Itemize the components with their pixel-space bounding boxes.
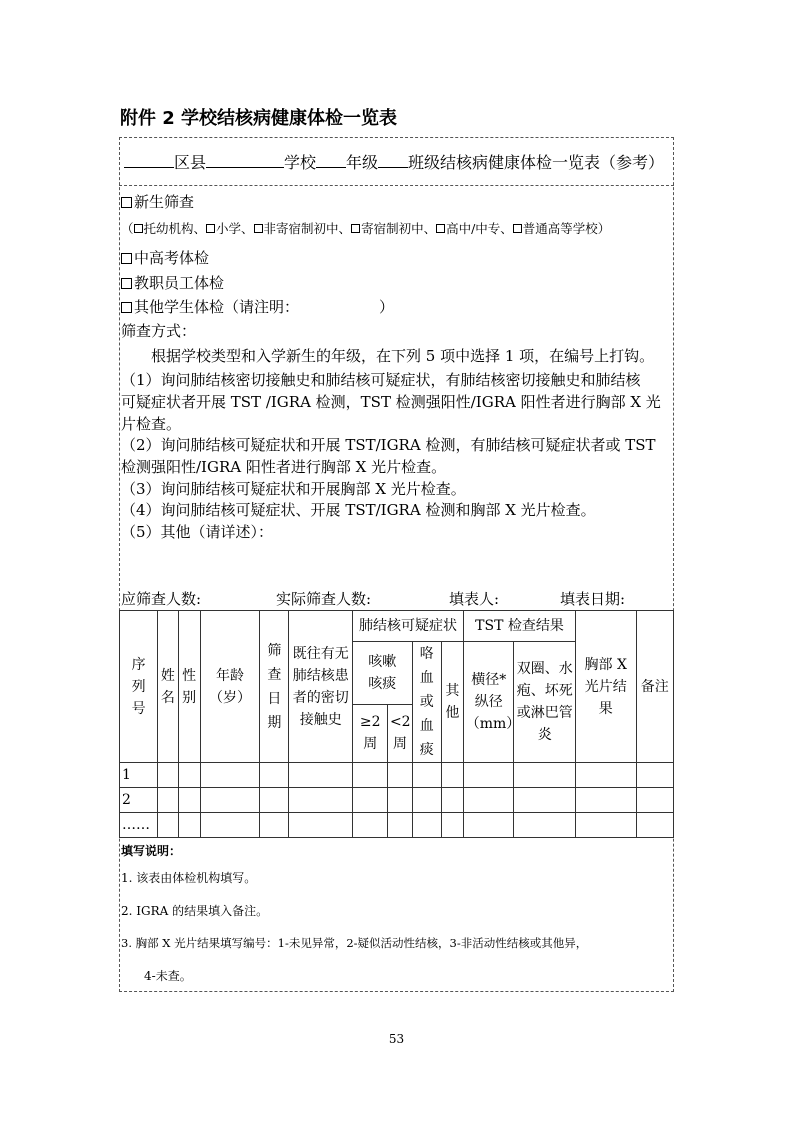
hemoptysis-header — [412, 642, 441, 763]
cough-lt2-text: <2周 — [389, 714, 411, 753]
checkbox-icon[interactable] — [513, 224, 522, 233]
col-contact-text: 既往有无肺结核患者的密切接触史 — [292, 645, 349, 728]
table-cell[interactable] — [636, 763, 673, 788]
table-cell[interactable] — [289, 788, 353, 813]
class-title: 班级结核病健康体检一览表（参考） — [408, 153, 665, 172]
col-screen-date-text: 筛查日期 — [267, 642, 282, 731]
hemoptysis-text: 咯血或血痰 — [419, 646, 434, 758]
paren-open: （ — [121, 221, 134, 236]
cough-ge2-text: ≥2周 — [359, 714, 381, 753]
table-cell[interactable] — [514, 763, 576, 788]
col-name-header — [158, 611, 178, 763]
cough-header — [353, 642, 413, 705]
table-row — [120, 763, 674, 788]
methods-intro: 根据学校类型和入学新生的年级，在下列 5 项中选择 1 项，在编号上打钩。 — [151, 347, 655, 365]
tst-diameter-header — [464, 642, 521, 763]
table-cell[interactable] — [260, 788, 289, 813]
group-tst-header: TST 检查结果 — [464, 611, 576, 642]
table-cell[interactable] — [464, 788, 514, 813]
method-3[interactable]: （3）询问肺结核可疑症状和开展胸部 X 光片检查。 — [121, 480, 466, 498]
filler-label: 填表人: — [449, 590, 500, 608]
new-students-option[interactable] — [121, 192, 194, 212]
table-cell[interactable] — [388, 788, 412, 813]
table-row — [120, 813, 674, 838]
other-symptom-text: 其他 — [445, 683, 460, 721]
table-cell[interactable] — [289, 813, 353, 838]
table-cell[interactable] — [576, 788, 637, 813]
staff-option[interactable] — [121, 273, 224, 293]
table-cell[interactable] — [636, 788, 673, 813]
table-cell[interactable] — [260, 813, 289, 838]
gaokao-label: 中高考体检 — [134, 249, 210, 267]
notes-heading: 填写说明： — [121, 844, 182, 858]
fill-date-label: 填表日期: — [560, 590, 626, 608]
table-row — [120, 788, 674, 813]
tst-diameter-text: 横径*纵径（mm） — [465, 672, 521, 732]
checkbox-icon[interactable] — [121, 278, 132, 289]
table-cell[interactable] — [441, 763, 463, 788]
col-seq-header — [120, 611, 158, 763]
checkbox-icon[interactable] — [254, 224, 263, 233]
checkbox-icon[interactable] — [121, 197, 132, 208]
table-cell[interactable] — [178, 813, 200, 838]
note-3-line-2: 4-未查。 — [144, 969, 192, 983]
table-cell[interactable] — [464, 813, 514, 838]
table-cell[interactable] — [576, 813, 637, 838]
district-label: 区县 — [174, 153, 207, 172]
other-option[interactable] — [121, 297, 394, 317]
other-symptom-header — [441, 642, 463, 763]
district-blank[interactable] — [124, 152, 174, 168]
cough-text: 咳嗽咳痰 — [368, 653, 397, 692]
school-label: 学校 — [284, 153, 317, 172]
header-line — [124, 152, 664, 173]
checkbox-icon[interactable] — [436, 224, 445, 233]
school-type-options — [121, 219, 610, 239]
method-1-line-3: 片检查。 — [121, 415, 182, 433]
table-cell[interactable] — [514, 813, 576, 838]
col-remark-text: 备注 — [640, 678, 669, 695]
cough-ge2-header — [353, 704, 388, 762]
table-cell[interactable] — [200, 813, 260, 838]
grade-label: 年级 — [346, 153, 379, 172]
col-xray-header — [576, 611, 637, 763]
checkbox-icon[interactable] — [351, 224, 360, 233]
page-number: 53 — [388, 1032, 405, 1046]
table-cell[interactable] — [441, 788, 463, 813]
table-cell[interactable] — [441, 813, 463, 838]
method-1-line-1[interactable]: （1）询问肺结核密切接触史和肺结核可疑症状，有肺结核密切接触史和肺结核 — [121, 371, 641, 389]
method-2-line-2: 检测强阳性/IGRA 阳性者进行胸部 X 光片检查。 — [121, 458, 447, 476]
group-symptoms-header: 肺结核可疑症状 — [353, 611, 464, 642]
document-title: 附件 2 学校结核病健康体检一览表 — [120, 108, 398, 129]
col-screen-date-header — [260, 611, 289, 763]
school-blank[interactable] — [206, 152, 284, 168]
col-xray-text: 胸部 X 光片结果 — [584, 656, 627, 717]
header-divider — [119, 185, 674, 186]
other-close: ） — [379, 298, 395, 316]
row-number: …… — [120, 813, 158, 838]
opt-university: 普通高等学校） — [522, 221, 611, 236]
col-age-text: 年龄（岁） — [208, 667, 251, 706]
table-cell[interactable] — [353, 788, 388, 813]
method-4[interactable]: （4）询问肺结核可疑症状、开展 TST/IGRA 检测和胸部 X 光片检查。 — [121, 501, 596, 519]
row-number: 2 — [120, 788, 158, 813]
tst-blister-header — [514, 642, 576, 763]
table-cell[interactable] — [353, 813, 388, 838]
col-remark-header — [636, 611, 673, 763]
tst-blister-text: 双圈、水疱、坏死或淋巴管炎 — [516, 661, 573, 743]
opt-boarding-junior: 寄宿制初中、 — [361, 221, 437, 236]
cough-lt2-header — [388, 704, 412, 762]
table-cell[interactable] — [576, 763, 637, 788]
checkbox-icon[interactable] — [134, 224, 143, 233]
note-1: 1. 该表由体检机构填写。 — [121, 871, 257, 885]
col-contact-header — [289, 611, 353, 763]
opt-primary: 小学、 — [216, 221, 254, 236]
table-cell[interactable] — [200, 788, 260, 813]
table-cell[interactable] — [388, 763, 412, 788]
table-cell[interactable] — [353, 763, 388, 788]
gaokao-option[interactable] — [121, 248, 209, 268]
table-cell[interactable] — [158, 763, 178, 788]
row-number: 1 — [120, 763, 158, 788]
method-2-line-1[interactable]: （2）询问肺结核可疑症状和开展 TST/IGRA 检测，有肺结核可疑症状者或 TST — [121, 436, 656, 454]
table-cell[interactable] — [200, 763, 260, 788]
table-cell[interactable] — [464, 763, 514, 788]
table-cell[interactable] — [289, 763, 353, 788]
method-5[interactable]: （5）其他（请详述）： — [121, 523, 274, 541]
staff-label: 教职员工体检 — [134, 274, 225, 292]
opt-kindergarten: 托幼机构、 — [143, 221, 207, 236]
table-cell[interactable] — [636, 813, 673, 838]
col-age-header — [200, 611, 260, 763]
checkbox-icon[interactable] — [206, 224, 215, 233]
table-cell[interactable] — [158, 788, 178, 813]
table-cell[interactable] — [412, 788, 441, 813]
grade-blank[interactable] — [316, 152, 346, 168]
col-sex-text: 性别 — [182, 667, 197, 706]
methods-heading: 筛查方式： — [121, 322, 197, 340]
opt-nonboarding-junior: 非寄宿制初中、 — [263, 221, 352, 236]
new-students-label: 新生筛查 — [134, 193, 195, 211]
col-name-text: 姓名 — [160, 667, 175, 706]
opt-high-school: 高中/中专、 — [446, 221, 513, 236]
note-3-line-1: 3. 胸部 X 光片结果填写编号：1-未见异常，2-疑似活动性结核，3-非活动性结核或其他异， — [121, 936, 588, 950]
checkbox-icon[interactable] — [121, 253, 132, 264]
table-cell[interactable] — [158, 813, 178, 838]
method-1-line-2: 可疑症状者开展 TST /IGRA 检测，TST 检测强阳性/IGRA 阳性者进行胸部 X 光 — [121, 393, 661, 411]
col-seq-text: 序列号 — [131, 656, 146, 717]
table-cell[interactable] — [178, 788, 200, 813]
class-blank[interactable] — [378, 152, 408, 168]
col-sex-header — [178, 611, 200, 763]
table-cell[interactable] — [412, 813, 441, 838]
table-cell[interactable] — [412, 763, 441, 788]
table-cell[interactable] — [514, 788, 576, 813]
checkbox-icon[interactable] — [121, 302, 132, 313]
table-cell[interactable] — [178, 763, 200, 788]
screening-table — [119, 610, 674, 838]
table-cell[interactable] — [260, 763, 289, 788]
table-cell[interactable] — [388, 813, 412, 838]
should-screen-label: 应筛查人数: — [121, 590, 202, 608]
note-2: 2. IGRA 的结果填入备注。 — [121, 904, 269, 918]
actual-screen-label: 实际筛查人数: — [276, 590, 372, 608]
other-label: 其他学生体检（请注明： — [134, 298, 300, 316]
